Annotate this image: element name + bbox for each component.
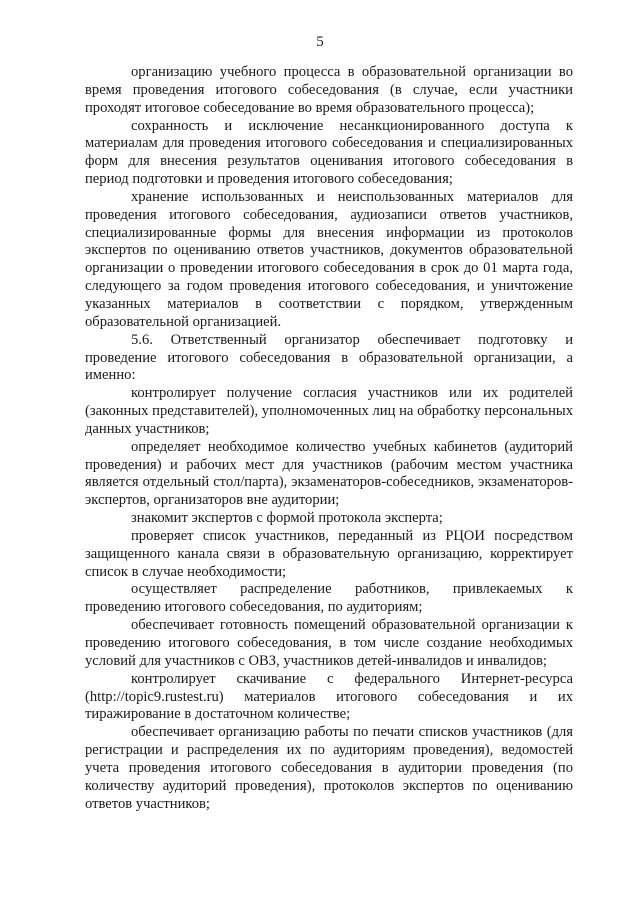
paragraph-6: определяет необходимое количество учебных кабинетов (аудиторий проведения) и рабочих мест для участников (рабочим местом участника является отдельный стол/парта), экзаменаторов-собеседников, экзаменаторов-экспертов, организаторов вне аудитории;	[85, 438, 573, 509]
page-number: 5	[316, 34, 324, 50]
document-body	[85, 64, 573, 813]
paragraph-10: обеспечивает готовность помещений образовательной организации к проведению итогового собеседования, в том числе создание необходимых условий для участников с ОВЗ, участников детей-инвалидов и инвалидов;	[85, 617, 573, 669]
paragraph-2: сохранность и исключение несанкционированного доступа к материалам для проведения итогового собеседования и специализированных форм для внесения результатов оценивания итогового собеседования в период подготовки и проведения итогового собеседования;	[85, 117, 573, 188]
paragraph-9: осуществляет распределение работников, привлекаемых к проведению итогового собеседования, по аудиториям;	[85, 581, 573, 616]
paragraph-11: контролирует скачивание с федерального Интернет-ресурса (http://topic9.rustest.ru) материалов итогового собеседования и их тиражирование в достаточном количестве;	[85, 670, 573, 723]
paragraph-7: знакомит экспертов с формой протокола эксперта;	[131, 510, 443, 527]
paragraph-8: проверяет список участников, переданный из РЦОИ посредством защищенного канала связи в образовательную организацию, корректирует список в случае необходимости;	[85, 527, 573, 580]
paragraph-4: 5.6. Ответственный организатор обеспечивает подготовку и проведение итогового собеседования в образовательной организации, а именно:	[85, 331, 573, 384]
paragraph-5: контролирует получение согласия участников или их родителей (законных представителей), уполномоченных лиц на обработку персональных данных участников;	[85, 385, 573, 437]
paragraph-3: хранение использованных и неиспользованных материалов для проведения итогового собеседования, аудиозаписи ответов участников, специализированные формы для внесения информации из протоколов экспертов по оцениванию ответов участников, документов образовательной организации о проведении итогового собеседования в срок до 01 марта года, следующего за годом проведения итогового собеседования, и уничтожение указанных материалов в соответствии с порядком, утвержденным образовательной организацией.	[85, 188, 573, 330]
paragraph-1: организацию учебного процесса в образовательной организации во время проведения итогового собеседования (в случае, если участники проходят итоговое собеседование во время образовательного процесса);	[85, 64, 573, 116]
paragraph-12: обеспечивает организацию работы по печати списков участников (для регистрации и распределения их по аудиториям проведения), ведомостей учета проведения итогового собеседования в аудитории проведения (по количеству аудиторий проведения), протоколов экспертов по оцениванию ответов участников;	[85, 724, 573, 812]
